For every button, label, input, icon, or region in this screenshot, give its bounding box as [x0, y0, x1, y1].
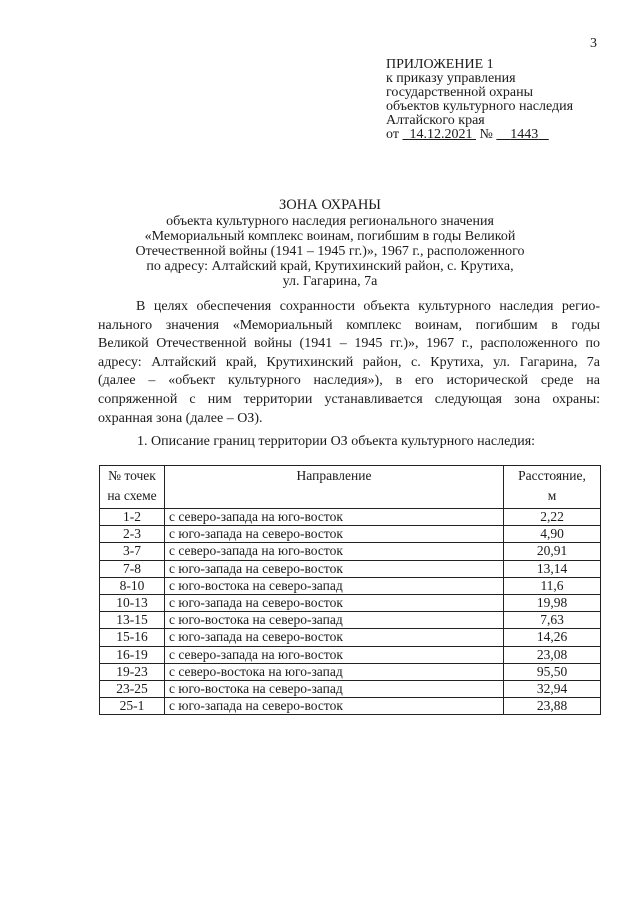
order-number: 1443	[510, 127, 539, 142]
paragraph-line: нального значения «Мемориальный комплекс воинам, погибшим в годы	[98, 317, 600, 333]
appendix-line: объектов культурного наследия	[386, 99, 574, 114]
cell-direction: с северо-запада на юго-восток	[165, 509, 504, 526]
cell-points: 23-25	[100, 680, 165, 697]
date-prefix: от	[386, 127, 399, 142]
cell-points: 15-16	[100, 629, 165, 646]
table-header-row	[100, 466, 601, 509]
appendix-block	[386, 58, 573, 142]
cell-distance: 11,6	[504, 577, 601, 594]
table-row	[100, 612, 601, 629]
cell-direction: с северо-востока на юго-запад	[165, 663, 504, 680]
zone-title-block	[120, 198, 540, 289]
cell-points: 8-10	[100, 577, 165, 594]
cell-distance: 20,91	[504, 543, 601, 560]
zone-title-line: Отечественной войны (1941 – 1945 гг.)», 1967 г., расположенного	[135, 244, 525, 259]
cell-distance: 23,88	[504, 698, 601, 715]
cell-direction: с юго-запада на северо-восток	[165, 560, 504, 577]
table-row	[100, 698, 601, 715]
paragraph-line: сопряженной с ним территории устанавливается следующая зона охраны:	[98, 391, 600, 407]
table-row	[100, 509, 601, 526]
header-points: № точек на схеме	[100, 466, 165, 509]
appendix-line: к приказу управления	[386, 71, 516, 86]
paragraph-line: В целях обеспечения сохранности объекта культурного наследия регио-	[136, 299, 600, 314]
cell-distance: 13,14	[504, 560, 601, 577]
body-paragraph	[98, 298, 600, 428]
cell-points: 25-1	[100, 698, 165, 715]
cell-points: 16-19	[100, 646, 165, 663]
cell-direction: с юго-запада на северо-восток	[165, 698, 504, 715]
cell-direction: с юго-востока на северо-запад	[165, 680, 504, 697]
table-row	[100, 577, 601, 594]
cell-direction: с юго-запада на северо-восток	[165, 629, 504, 646]
appendix-title: ПРИЛОЖЕНИЕ 1	[386, 57, 494, 72]
table-row	[100, 543, 601, 560]
table-row	[100, 629, 601, 646]
paragraph-line: Великой Отечественной войны (1941 – 1945 гг.)», 1967 г., расположенного по	[98, 336, 600, 352]
table-row	[100, 560, 601, 577]
paragraph-line: (далее – «объект культурного наследия»), в его исторической среде на	[98, 373, 600, 389]
cell-direction: с юго-востока на северо-запад	[165, 612, 504, 629]
header-direction: Направление	[165, 466, 504, 509]
zone-title-line: ул. Гагарина, 7а	[282, 274, 378, 289]
cell-distance: 14,26	[504, 629, 601, 646]
cell-points: 10-13	[100, 594, 165, 611]
zone-title-line: «Мемориальный комплекс воинам, погибшим в годы Великой	[144, 229, 516, 244]
cell-distance: 4,90	[504, 526, 601, 543]
cell-distance: 95,50	[504, 663, 601, 680]
page-number: 3	[590, 36, 597, 51]
paragraph-line: охранная зона (далее – ОЗ).	[98, 410, 263, 426]
cell-distance: 7,63	[504, 612, 601, 629]
order-date: 14.12.2021	[409, 127, 473, 142]
number-sign: №	[479, 127, 493, 142]
cell-distance: 2,22	[504, 509, 601, 526]
table-row	[100, 594, 601, 611]
cell-direction: с юго-запада на северо-восток	[165, 526, 504, 543]
header-distance: Расстояние, м	[504, 466, 601, 509]
cell-direction: с северо-запада на юго-восток	[165, 646, 504, 663]
cell-points: 3-7	[100, 543, 165, 560]
boundary-table	[99, 465, 601, 715]
table-row	[100, 646, 601, 663]
appendix-line: государственной охраны	[386, 85, 534, 100]
table-row	[100, 526, 601, 543]
cell-direction: с северо-запада на юго-восток	[165, 543, 504, 560]
cell-points: 7-8	[100, 560, 165, 577]
cell-points: 13-15	[100, 612, 165, 629]
table-row	[100, 663, 601, 680]
zone-title-line: объекта культурного наследия регионального значения	[166, 214, 494, 229]
appendix-date-line	[386, 128, 573, 142]
section-heading: 1. Описание границ территории ОЗ объекта культурного наследия:	[137, 434, 536, 449]
table-row	[100, 680, 601, 697]
zone-heading: ЗОНА ОХРАНЫ	[279, 197, 381, 213]
cell-points: 1-2	[100, 509, 165, 526]
zone-title-line: по адресу: Алтайский край, Крутихинский район, с. Крутиха,	[146, 259, 514, 274]
cell-distance: 19,98	[504, 594, 601, 611]
cell-points: 2-3	[100, 526, 165, 543]
cell-direction: с юго-востока на северо-запад	[165, 577, 504, 594]
cell-points: 19-23	[100, 663, 165, 680]
cell-distance: 23,08	[504, 646, 601, 663]
paragraph-line: адресу: Алтайский край, Крутихинский район, с. Крутиха, ул. Гагарина, 7а	[98, 354, 600, 370]
cell-distance: 32,94	[504, 680, 601, 697]
appendix-line: Алтайского края	[386, 113, 485, 128]
cell-direction: с юго-запада на северо-восток	[165, 594, 504, 611]
